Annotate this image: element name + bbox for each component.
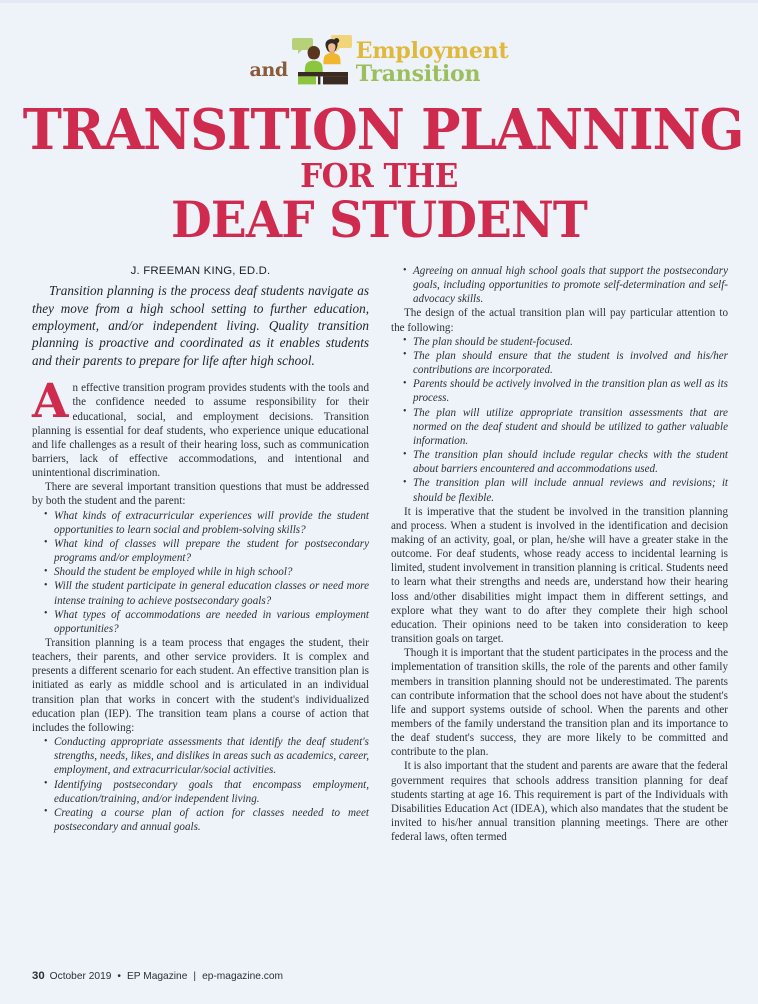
paragraph-team-process: Transition planning is a team process that engages the student, their teachers, their parents, and other service providers. It is complex and presents a different scenario for each student. An effective transition plan is initiated as early as middle school and is articulated in an individual transition plan that works in concert with the student's individualized education plan (IEP). The transition team plans a course of action that includes the following: — [32, 637, 369, 734]
list-item: • Conducting appropriate assessments that identify the deaf student's strengths, needs, likes, and dislikes in areas such as academics, career, employment, and extracurricular/social activities. — [45, 735, 369, 777]
article-headline — [0, 97, 758, 249]
list-item: • What kind of classes will prepare the student for postsecondary programs and/or employment? — [45, 537, 369, 565]
drop-cap-letter: A — [32, 374, 69, 430]
paragraph-imperative: It is imperative that the student be involved in the transition planning and process. When a student is involved in the identification and decision making of an activity, goal, or plan, he/she will have a greater stake in the outcome. For deaf students, whose ready access to incidental learning is limited, student involvement in transition planning is critical. Students need to learn what their strengths and needs are, understand how their hearing loss and/other disabilities might impact them in different settings, and explore what they want to do after they complete their high school education. Their opinions need to be taken into consideration to keep transition goals on target. — [391, 505, 728, 646]
author-byline: J. FREEMAN KING, ED.D. — [130, 265, 271, 277]
footer-issue-date: October 2019 — [49, 971, 112, 982]
paragraph-effective-program — [32, 374, 369, 480]
footer-page-number: 30 — [32, 970, 45, 982]
two-people-at-desk-icon — [292, 34, 354, 88]
masthead-and-label: and — [249, 59, 288, 81]
list-item: • Parents should be actively involved in the transition plan as well as its process. — [404, 377, 728, 405]
list-item: • The transition plan will include annual reviews and revisions; it should be flexible. — [404, 476, 728, 504]
article-lede: Transition planning is the process deaf students navigate as they move from a high school setting to further education, employment, and/or independent living. Quality transition planning is proactive and coordinated as it enables students and their parents to prepare for life after high school. — [32, 283, 369, 368]
headline-line-1: TRANSITION PLANNING — [22, 97, 744, 163]
list-item: • Should the student be employed while in high school? — [45, 565, 369, 579]
list-item: • Creating a course plan of action for classes needed to meet postsecondary and annual goals. — [45, 806, 369, 834]
footer-magazine-name: EP Magazine — [126, 971, 188, 982]
paragraph-questions-intro: There are several important transition questions that must be addressed by both the student and the parent: — [32, 481, 369, 508]
masthead-logo — [0, 34, 758, 94]
footer-website: ep-magazine.com — [202, 971, 284, 982]
paragraph-effective-program-text: n effective transition program provides students with the tools and the confidence needed to assume responsibility for their educational, social, and employment decisions. Transition planning is essential for deaf students, who experience unique educational and life challenges as a result of their hearing loss, such as communication barriers, lack of effective accommodations, and intentional and unintentional discrimination. — [32, 382, 369, 480]
list-item: • The plan will utilize appropriate transition assessments that are normed on the deaf student and should be utilized to gather valuable information. — [404, 406, 728, 448]
list-item: • Identifying postsecondary goals that encompass employment, education/training, and/or independent living. — [45, 778, 369, 806]
column-left — [32, 264, 369, 954]
plan-design-list — [391, 335, 728, 505]
list-item: • Agreeing on annual high school goals that support the postsecondary goals, including opportunities to promote self-determination and self-advocacy skills. — [404, 264, 728, 306]
list-item: • Will the student participate in general education classes or need more intense training to achieve postsecondary goals? — [45, 579, 369, 607]
paragraph-design-intro: The design of the actual transition plan will pay particular attention to the following: — [391, 307, 728, 334]
list-item: • The plan should ensure that the student is involved and his/her contributions are incorporated. — [404, 349, 728, 377]
paragraph-federal-requirements: It is also important that the student and parents are aware that the federal government requires that schools address transition planning for deaf students starting at age 16. This requirement is part of the Individuals with Disabilities Education Act (IDEA), which also mandates that the student be invited to his/her annual transition planning meetings. There are other federal laws, often termed — [391, 760, 728, 844]
list-item: • What kinds of extracurricular experiences will provide the student opportunities to learn social and problem-solving skills? — [45, 509, 369, 537]
headline-line-3: DEAF STUDENT — [171, 189, 587, 249]
course-of-action-list-right — [391, 264, 728, 306]
list-item: • What types of accommodations are needed in various employment opportunities? — [45, 608, 369, 636]
course-of-action-list-left — [32, 735, 369, 834]
article-body — [32, 264, 728, 954]
paragraph-parents-role: Though it is important that the student participates in the process and the implementation of transition skills, the role of the parents and other family members in transition planning should not be underestimated. The parents can contribute information that the school does not have about the student's life and support systems outside of school. When the parents and other members of the family understand the transition plan and its importance to the deaf student's success, they are more likely to be committed and contribute to the plan. — [391, 647, 728, 759]
list-item: • The plan should be student-focused. — [404, 335, 728, 349]
headline-line-2: FOR THE — [300, 156, 458, 196]
page-footer — [32, 970, 283, 982]
transition-questions-list — [32, 509, 369, 636]
masthead-employment-label: Employment — [355, 38, 509, 64]
list-item: • The transition plan should include regular checks with the student about barriers encountered and accommodations used. — [404, 448, 728, 476]
masthead-transition-label: Transition — [355, 61, 481, 87]
footer-pipe-separator: | — [193, 971, 197, 982]
footer-bullet-separator: • — [117, 971, 121, 982]
column-right — [391, 264, 728, 954]
page-top-rule — [0, 0, 758, 3]
